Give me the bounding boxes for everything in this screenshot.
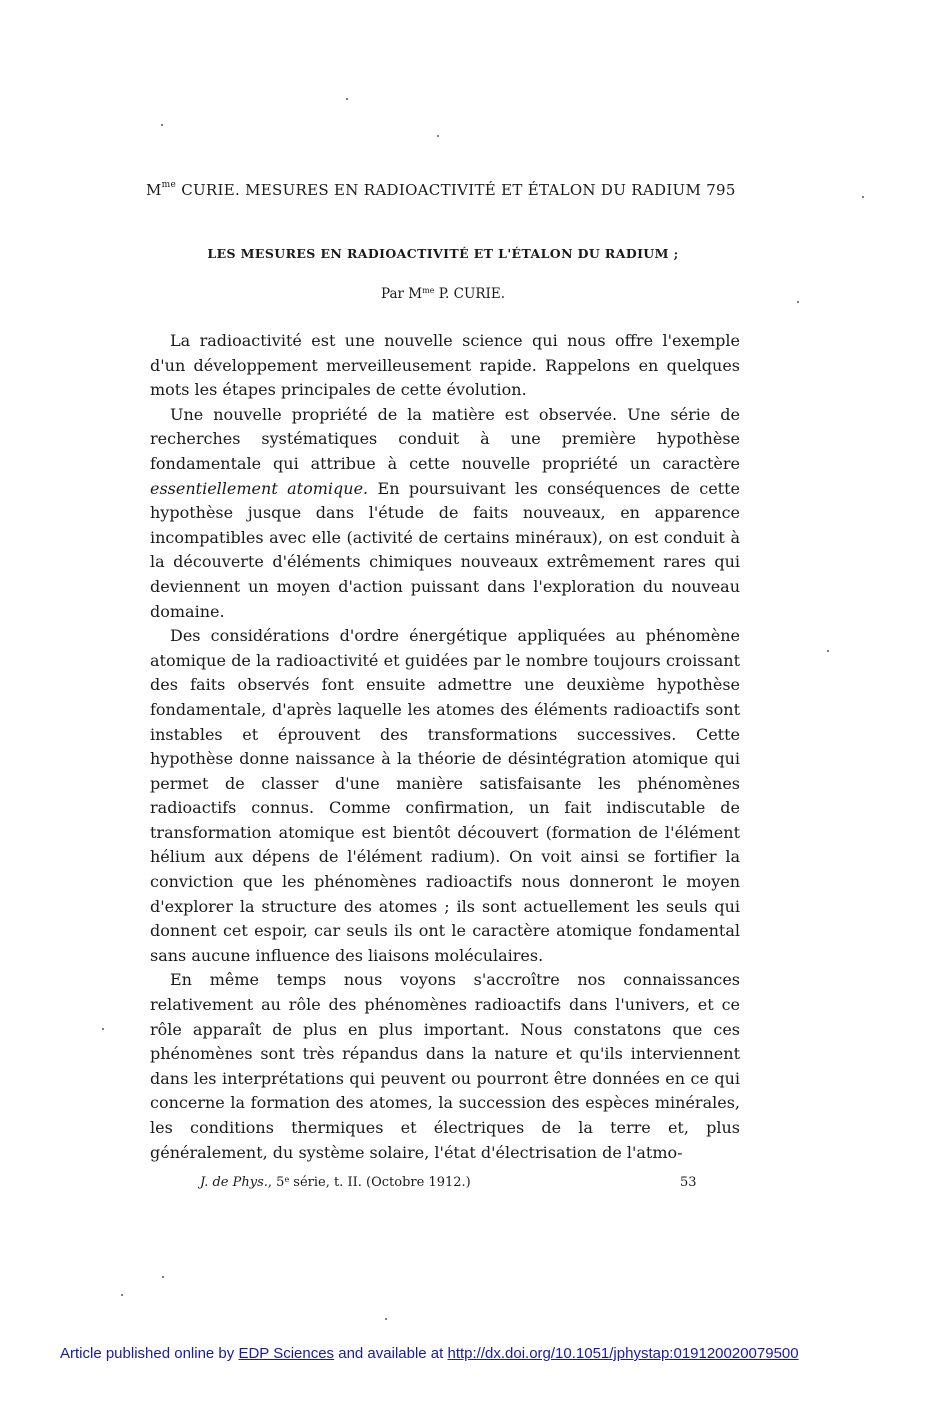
publisher-notice xyxy=(60,1345,920,1362)
scan-speck xyxy=(102,1028,104,1030)
journal-citation xyxy=(200,1175,471,1190)
paragraph-text: Une nouvelle propriété de la matière est observée. Une série de recherches systématiques conduit à une première hypothèse fondamentale qui attribue à cette nouvelle propriété un caractère xyxy=(150,404,740,473)
publisher-notice-middle: and available at xyxy=(334,1345,448,1362)
running-head-author: M xyxy=(146,181,162,199)
journal-series-superscript: e xyxy=(284,1175,290,1184)
journal-series: , 5 xyxy=(267,1175,285,1190)
byline xyxy=(150,286,736,302)
scan-speck xyxy=(346,98,348,100)
journal-volume: série, t. II. (Octobre 1912.) xyxy=(289,1175,471,1190)
journal-name: J. de Phys. xyxy=(200,1175,268,1190)
scan-speck xyxy=(797,301,799,303)
article-title: LES MESURES EN RADIOACTIVITÉ ET L'ÉTALON DU RADIUM ; xyxy=(207,246,679,261)
scan-speck xyxy=(162,1276,164,1278)
scan-speck xyxy=(121,1294,123,1296)
paragraph: Des considérations d'ordre énergétique appliquées au phénomène atomique de la radioactivité et guidées par le nombre toujours croissant des faits observés font ensuite admettre une deuxième hypothèse fondamentale, d'après laquelle les atomes des éléments radioactifs sont instables et éprouvent des transformations successives. Cette hypothèse donne naissance à la théorie de désintégration atomique qui permet de classer d'une manière satisfaisante les phénomènes radioactifs connus. Comme confirmation, un fait indiscutable de transformation atomique est bientôt découvert (formation de l'élément hélium aux dépens de l'élément radium). On voit ainsi se fortifier la conviction que les phénomènes radioactifs nous donneront le moyen d'explorer la structure des atomes ; ils sont actuellement les seuls qui donnent cet espoir, car seuls ils ont le caractère atomique fondamental sans aucune influence des liaisons moléculaires. xyxy=(150,626,740,965)
doi-link[interactable]: http://dx.doi.org/10.1051/jphystap:019120020079500 xyxy=(447,1345,799,1362)
scan-speck xyxy=(161,124,163,126)
running-head xyxy=(146,181,746,199)
paragraph xyxy=(150,403,740,624)
byline-prefix: Par M xyxy=(381,286,423,302)
paragraph: La radioactivité est une nouvelle science qui nous offre l'exemple d'un développement merveilleusement rapide. Rappelons en quelques mots les étapes principales de cette évolution. xyxy=(150,331,740,400)
publisher-notice-prefix: Article published online by xyxy=(60,1345,239,1362)
paragraph-text: En poursuivant les conséquences de cette hypothèse jusque dans l'étude de faits nouveaux, en apparence incompatibles avec elle (activité de certains minéraux), on est conduit à la découverte d'éléments chimiques nouveaux extrêmement rares qui deviennent un moyen d'action puissant dans l'exploration du nouveau domaine. xyxy=(150,478,740,621)
paragraph-italic-text: essentiellement atomique. xyxy=(150,478,369,498)
page-number: 53 xyxy=(680,1175,697,1190)
scan-speck xyxy=(385,1318,387,1320)
scan-speck xyxy=(437,135,439,137)
byline-superscript: me xyxy=(422,286,435,295)
running-head-author-superscript: me xyxy=(161,180,177,190)
scan-speck xyxy=(862,196,864,198)
paragraph: En même temps nous voyons s'accroître nos connaissances relativement au rôle des phénomènes radioactifs dans l'univers, et ce rôle apparaît de plus en plus important. Nous constatons que ces phénomènes sont très répandus dans la nature et qu'ils interviennent dans les interprétations qui peuvent ou pourront être données en ce qui concerne la formation des atomes, la succession des espèces minérales, les conditions thermiques et électriques de la terre et, plus généralement, du système solaire, l'état d'électrisation de l'atmo- xyxy=(150,970,740,1162)
running-head-text: CURIE. MESURES EN RADIOACTIVITÉ ET ÉTALON DU RADIUM 795 xyxy=(176,181,736,199)
scan-speck xyxy=(827,650,829,652)
publisher-link[interactable]: EDP Sciences xyxy=(238,1345,335,1362)
byline-name: P. CURIE. xyxy=(434,286,505,302)
article-body xyxy=(150,329,740,1165)
